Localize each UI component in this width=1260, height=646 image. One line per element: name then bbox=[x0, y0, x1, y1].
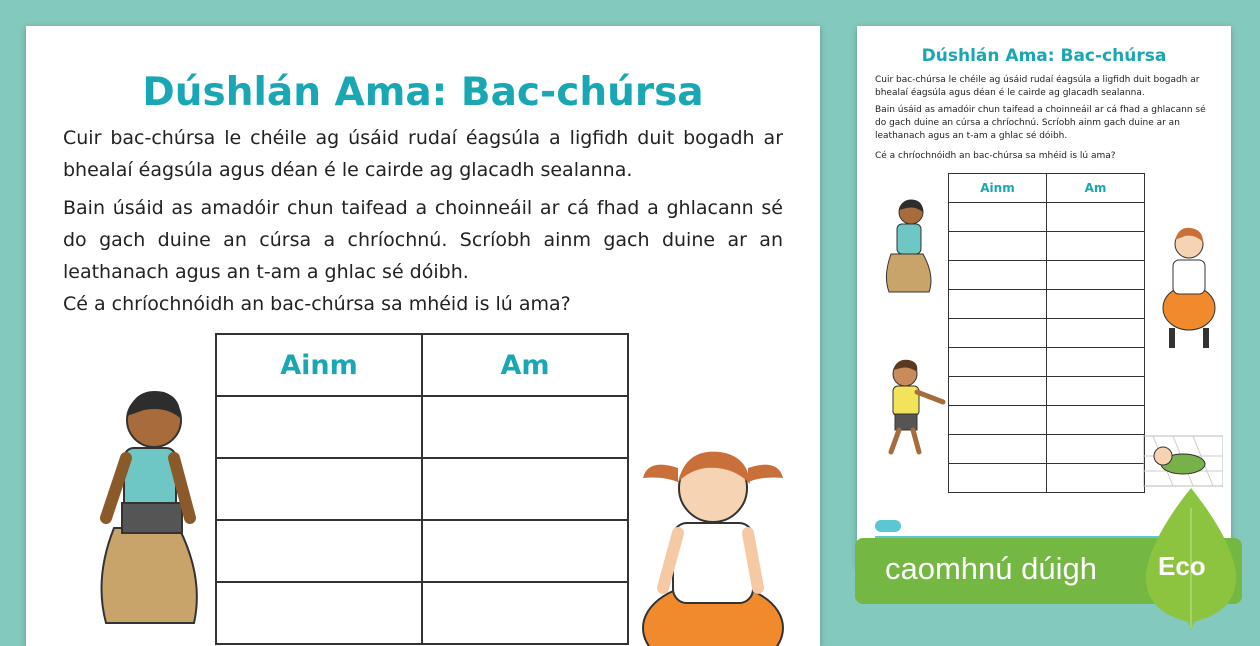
girl-space-hopper-illustration-small bbox=[1157, 220, 1221, 356]
table-row bbox=[949, 261, 1145, 290]
twinkl-logo-icon bbox=[875, 520, 901, 532]
question-text-small: Cé a chríochnóidh an bac-chúrsa sa mhéid is lú ama? bbox=[875, 151, 1116, 161]
table-cell[interactable] bbox=[422, 520, 628, 582]
table-cell bbox=[949, 290, 1047, 319]
table-cell[interactable] bbox=[216, 520, 422, 582]
table-header-row bbox=[216, 334, 628, 396]
table-cell bbox=[1047, 435, 1145, 464]
boy-sack-race-illustration bbox=[84, 378, 204, 628]
table-cell bbox=[949, 406, 1047, 435]
boy-throwing-illustration-small bbox=[879, 354, 949, 456]
column-header-time: Am bbox=[1047, 174, 1145, 203]
table-row bbox=[949, 348, 1145, 377]
table-row bbox=[949, 290, 1145, 319]
table-cell bbox=[949, 464, 1047, 493]
table-cell bbox=[1047, 203, 1145, 232]
table-cell bbox=[949, 348, 1047, 377]
worksheet-title: Dúshlán Ama: Bac-chúrsa bbox=[142, 70, 704, 115]
table-cell[interactable] bbox=[216, 582, 422, 644]
table-cell bbox=[1047, 290, 1145, 319]
boy-sack-race-illustration-small bbox=[879, 194, 939, 294]
column-header-name: Ainm bbox=[949, 174, 1047, 203]
table-cell bbox=[1047, 406, 1145, 435]
table-row bbox=[949, 232, 1145, 261]
table-cell bbox=[949, 377, 1047, 406]
table-cell bbox=[1047, 261, 1145, 290]
table-row bbox=[216, 396, 628, 458]
table-row bbox=[216, 582, 628, 644]
table-row bbox=[216, 458, 628, 520]
girl-space-hopper-illustration bbox=[638, 438, 788, 646]
table-row bbox=[949, 377, 1145, 406]
instruction-paragraph-1-small: Cuir bac-chúrsa le chéile ag úsáid rudaí éagsúla a ligfidh duit bogadh ar bhealaí éagsúla agus déan é le cairde ag glacadh sealanna. bbox=[875, 75, 1200, 98]
instruction-paragraph-1: Cuir bac-chúrsa le chéile ag úsáid rudaí éagsúla a ligfidh duit bogadh ar bhealaí éagsúla agus déan é le cairde ag glacadh sealanna. bbox=[63, 127, 783, 181]
table-header-row bbox=[949, 174, 1145, 203]
table-row bbox=[949, 319, 1145, 348]
column-header-time: Am bbox=[422, 334, 628, 396]
table-cell bbox=[1047, 319, 1145, 348]
record-table bbox=[215, 333, 629, 645]
table-row bbox=[949, 406, 1145, 435]
table-cell bbox=[949, 435, 1047, 464]
table-cell bbox=[949, 319, 1047, 348]
eco-badge-label: Eco bbox=[1158, 551, 1206, 581]
table-row bbox=[949, 203, 1145, 232]
instruction-paragraph-2: Bain úsáid as amadóir chun taifead a choinneáil ar cá fhad a ghlacann sé do gach duine an cúrsa a chríochnú. Scríobh ainm gach duine ar an leathanach agus an t-am a ghlac sé dóibh. bbox=[63, 197, 783, 283]
column-header-name: Ainm bbox=[216, 334, 422, 396]
table-row bbox=[216, 520, 628, 582]
table-cell bbox=[1047, 232, 1145, 261]
record-table-small bbox=[948, 173, 1145, 493]
table-cell[interactable] bbox=[422, 396, 628, 458]
table-cell bbox=[1047, 464, 1145, 493]
eco-banner-text: caomhnú dúigh bbox=[885, 551, 1097, 586]
table-cell[interactable] bbox=[422, 458, 628, 520]
question-text: Cé a chríochnóidh an bac-chúrsa sa mhéid is lú ama? bbox=[63, 293, 571, 315]
table-cell[interactable] bbox=[216, 458, 422, 520]
instruction-paragraph-2-small: Bain úsáid as amadóir chun taifead a choinneáil ar cá fhad a ghlacann sé do gach duine an cúrsa a chríochnú. Scríobh ainm gach duine ar an leathanach agus an t-am a ghlac sé dóibh. bbox=[875, 105, 1206, 141]
child-crawling-under-net-illustration-small bbox=[1143, 426, 1223, 496]
table-cell bbox=[1047, 348, 1145, 377]
worksheet-page-large bbox=[26, 26, 820, 646]
table-cell bbox=[949, 232, 1047, 261]
worksheet-title-small: Dúshlán Ama: Bac-chúrsa bbox=[921, 46, 1167, 66]
table-row bbox=[949, 464, 1145, 493]
worksheet-page-small bbox=[857, 26, 1231, 566]
table-cell[interactable] bbox=[216, 396, 422, 458]
table-row bbox=[949, 435, 1145, 464]
table-cell bbox=[949, 203, 1047, 232]
table-cell bbox=[1047, 377, 1145, 406]
table-cell bbox=[949, 261, 1047, 290]
table-cell[interactable] bbox=[422, 582, 628, 644]
